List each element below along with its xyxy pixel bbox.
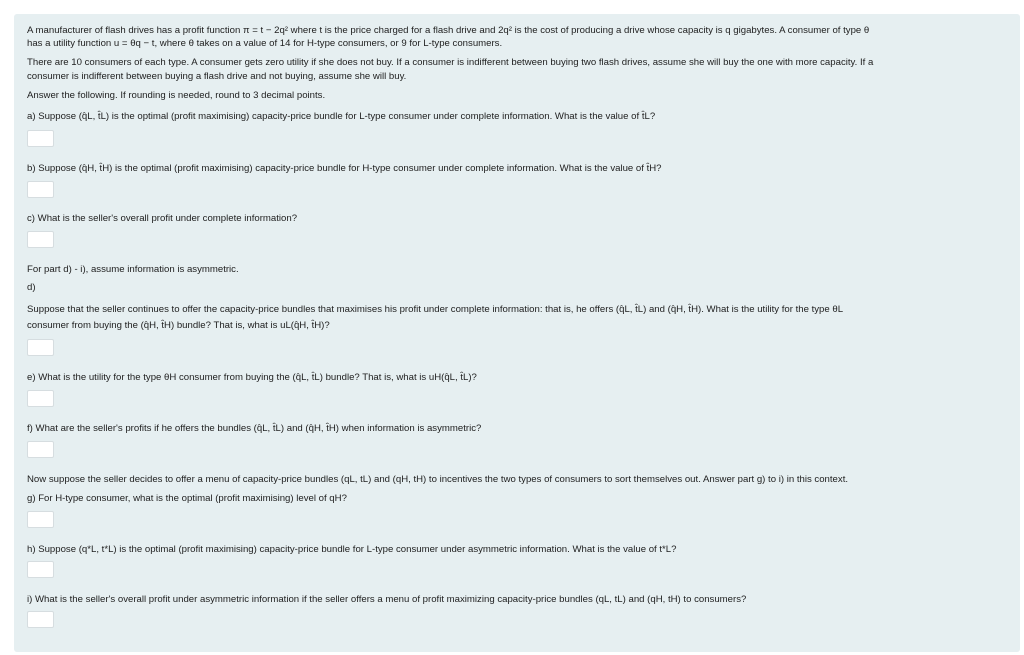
instructions-text: Answer the following. If rounding is needed, round to 3 decimal points. bbox=[27, 90, 326, 101]
question-h-text: h) Suppose (q*L, t*L) is the optimal (profit maximising) capacity-price bundle for L-type consumer under asymmetric information. What is the value of t*L? bbox=[27, 544, 677, 555]
question-panel bbox=[14, 14, 1020, 652]
answer-f-input[interactable] bbox=[27, 441, 54, 458]
answer-h-input[interactable] bbox=[27, 561, 54, 578]
question-g-text: g) For H-type consumer, what is the optimal (profit maximising) level of qH? bbox=[27, 493, 347, 504]
question-b-text: b) Suppose (q̂H, t̂H) is the optimal (profit maximising) capacity-price bundle for H-type consumer under complete information. What is the value of t̂H? bbox=[27, 163, 662, 174]
menu-note: Now suppose the seller decides to offer a menu of capacity-price bundles (qL, tL) and (qH, tH) to incentives the two types of consumers to sort themselves out. Answer part g) to i) in this context. bbox=[27, 474, 849, 485]
answer-a-input[interactable] bbox=[27, 130, 54, 147]
answer-e-input[interactable] bbox=[27, 390, 54, 407]
asymmetric-note: For part d) - i), assume information is asymmetric. bbox=[27, 264, 239, 275]
question-a-text: a) Suppose (q̂L, t̂L) is the optimal (profit maximising) capacity-price bundle for L-type consumer under complete information. What is the value of t̂L? bbox=[27, 111, 656, 122]
intro-text-line-4: consumer is indifferent between buying a flash drive and not buying, assume she will buy. bbox=[27, 71, 407, 82]
question-d-text-line-2: consumer from buying the (q̂H, t̂H) bundle? That is, what is uL(q̂H, t̂H)? bbox=[27, 320, 330, 331]
question-e-text: e) What is the utility for the type θH consumer from buying the (q̂L, t̂L) bundle? That is, what is uH(q̂L, t̂L)? bbox=[27, 372, 477, 383]
answer-g-input[interactable] bbox=[27, 511, 54, 528]
question-i-text: i) What is the seller's overall profit under asymmetric information if the seller offers a menu of profit maximizing capacity-price bundles (qL, tL) and (qH, tH) to consumers? bbox=[27, 594, 747, 605]
question-c-text: c) What is the seller's overall profit under complete information? bbox=[27, 213, 298, 224]
question-d-text-line-1: Suppose that the seller continues to offer the capacity-price bundles that maximises his profit under complete information: that is, he offers (q̂L, t̂L) and (q̂H, t̂H). What is the utility for the type θL bbox=[27, 304, 844, 315]
answer-d-input[interactable] bbox=[27, 339, 54, 356]
answer-i-input[interactable] bbox=[27, 611, 54, 628]
intro-text-line-3: There are 10 consumers of each type. A consumer gets zero utility if she does not buy. If a consumer is indifferent between buying two flash drives, assume she will buy the one with more capacity. If a bbox=[27, 57, 874, 68]
intro-text-line-2: has a utility function u = θq − t, where θ takes on a value of 14 for H-type consumers, or 9 for L-type consumers. bbox=[27, 38, 503, 49]
question-f-text: f) What are the seller's profits if he offers the bundles (q̂L, t̂L) and (q̂H, t̂H) when information is asymmetric? bbox=[27, 423, 482, 434]
intro-text-line-1: A manufacturer of flash drives has a profit function π = t − 2q² where t is the price charged for a flash drive and 2q² is the cost of producing a drive whose capacity is q gigabytes. A consumer of type θ bbox=[27, 25, 870, 36]
answer-c-input[interactable] bbox=[27, 231, 54, 248]
question-d-label: d) bbox=[27, 282, 36, 293]
answer-b-input[interactable] bbox=[27, 181, 54, 198]
